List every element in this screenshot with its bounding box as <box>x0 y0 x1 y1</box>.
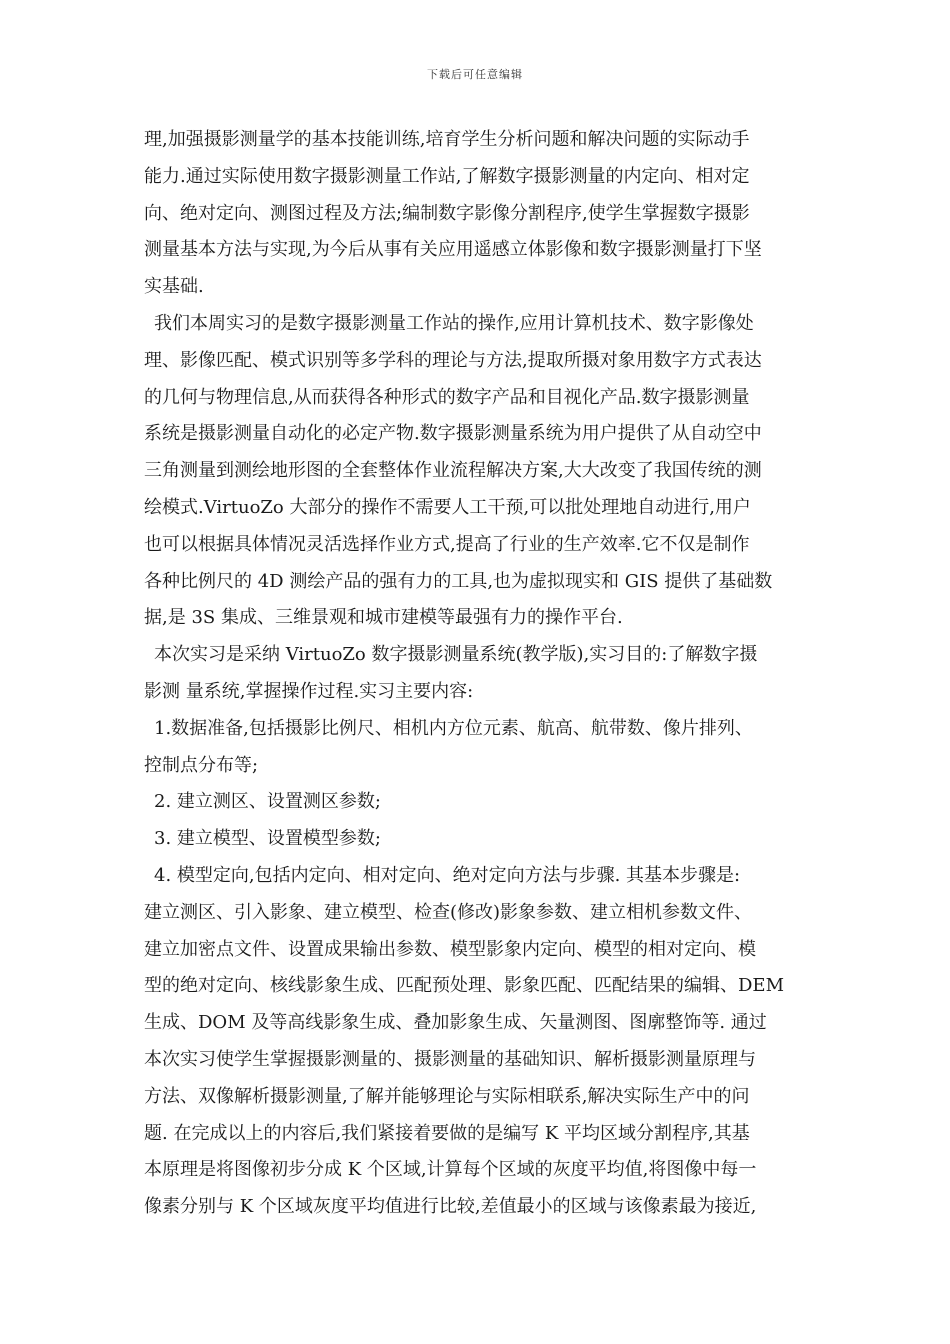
text-line: 绘模式.VirtuoZo 大部分的操作不需要人工干预,可以批处理地自动进行,用户 <box>144 496 751 518</box>
text-line: 的几何与物理信息,从而获得各种形式的数字产品和目视化产品.数字摄影测量 <box>144 386 750 408</box>
text-line: 4. 模型定向,包括内定向、相对定向、绝对定向方法与步骤. 其基本步骤是: <box>154 864 741 886</box>
text-line: 各种比例尺的 4D 测绘产品的强有力的工具,也为虚拟现实和 GIS 提供了基础数 <box>144 570 773 592</box>
text-line: 也可以根据具体情况灵活选择作业方式,提高了行业的生产效率.它不仅是制作 <box>144 533 750 555</box>
text-line: 理、影像匹配、模式识别等多学科的理论与方法,提取所摄对象用数字方式表达 <box>144 349 762 371</box>
text-line: 2. 建立测区、设置测区参数; <box>154 791 381 813</box>
text-line: 本原理是将图像初步分成 K 个区域,计算每个区域的灰度平均值,将图像中每一 <box>144 1159 757 1181</box>
text-line: 能力.通过实际使用数字摄影测量工作站,了解数字摄影测量的内定向、相对定 <box>144 165 750 187</box>
text-line: 控制点分布等; <box>144 754 259 776</box>
text-line: 理,加强摄影测量学的基本技能训练,培育学生分析问题和解决问题的实际动手 <box>144 129 750 150</box>
text-line: 向、绝对定向、测图过程及方法;编制数字影像分割程序,使学生掌握数字摄影 <box>144 202 750 224</box>
text-line: 我们本周实习的是数字摄影测量工作站的操作,应用计算机技术、数字影像处 <box>154 312 754 334</box>
text-line: 型的绝对定向、核线影象生成、匹配预处理、影象匹配、匹配结果的编辑、DEM <box>144 975 784 997</box>
text-line: 1.数据准备,包括摄影比例尺、相机内方位元素、航高、航带数、像片排列、 <box>154 717 753 739</box>
text-line: 像素分别与 K 个区域灰度平均值进行比较,差值最小的区域与该像素最为接近, <box>144 1196 757 1218</box>
text-line: 本次实习使学生掌握摄影测量的、摄影测量的基础知识、解析摄影测量原理与 <box>144 1048 756 1070</box>
text-line: 实基础. <box>144 276 204 298</box>
text-line: 据,是 3S 集成、三维景观和城市建模等最强有力的操作平台. <box>144 607 623 629</box>
text-line: 题. 在完成以上的内容后,我们紧接着要做的是编写 K 平均区域分割程序,其基 <box>144 1122 750 1144</box>
document-body <box>144 122 808 1226</box>
text-line: 三角测量到测绘地形图的全套整体作业流程解决方案,大大改变了我国传统的测 <box>144 460 762 482</box>
text-line: 建立测区、引入影象、建立模型、检查(修改)影象参数、建立相机参数文件、 <box>144 901 753 923</box>
text-line: 方法、双像解析摄影测量,了解并能够理论与实际相联系,解决实际生产中的问 <box>144 1085 750 1107</box>
text-line: 系统是摄影测量自动化的必定产物.数字摄影测量系统为用户提供了从自动空中 <box>144 423 762 445</box>
text-line: 测量基本方法与实现,为今后从事有关应用遥感立体影像和数字摄影测量打下坚 <box>144 239 762 261</box>
page-header: 下载后可任意编辑 <box>427 68 523 81</box>
text-line: 生成、DOM 及等高线影象生成、叠加影象生成、矢量测图、图廓整饰等. 通过 <box>144 1012 767 1034</box>
text-line: 3. 建立模型、设置模型参数; <box>154 828 381 850</box>
text-line: 本次实习是采纳 VirtuoZo 数字摄影测量系统(教学版),实习目的:了解数字摄 <box>154 644 758 666</box>
text-line: 建立加密点文件、设置成果输出参数、模型影象内定向、模型的相对定向、模 <box>144 938 756 960</box>
text-line: 影测 量系统,掌握操作过程.实习主要内容: <box>144 680 474 702</box>
